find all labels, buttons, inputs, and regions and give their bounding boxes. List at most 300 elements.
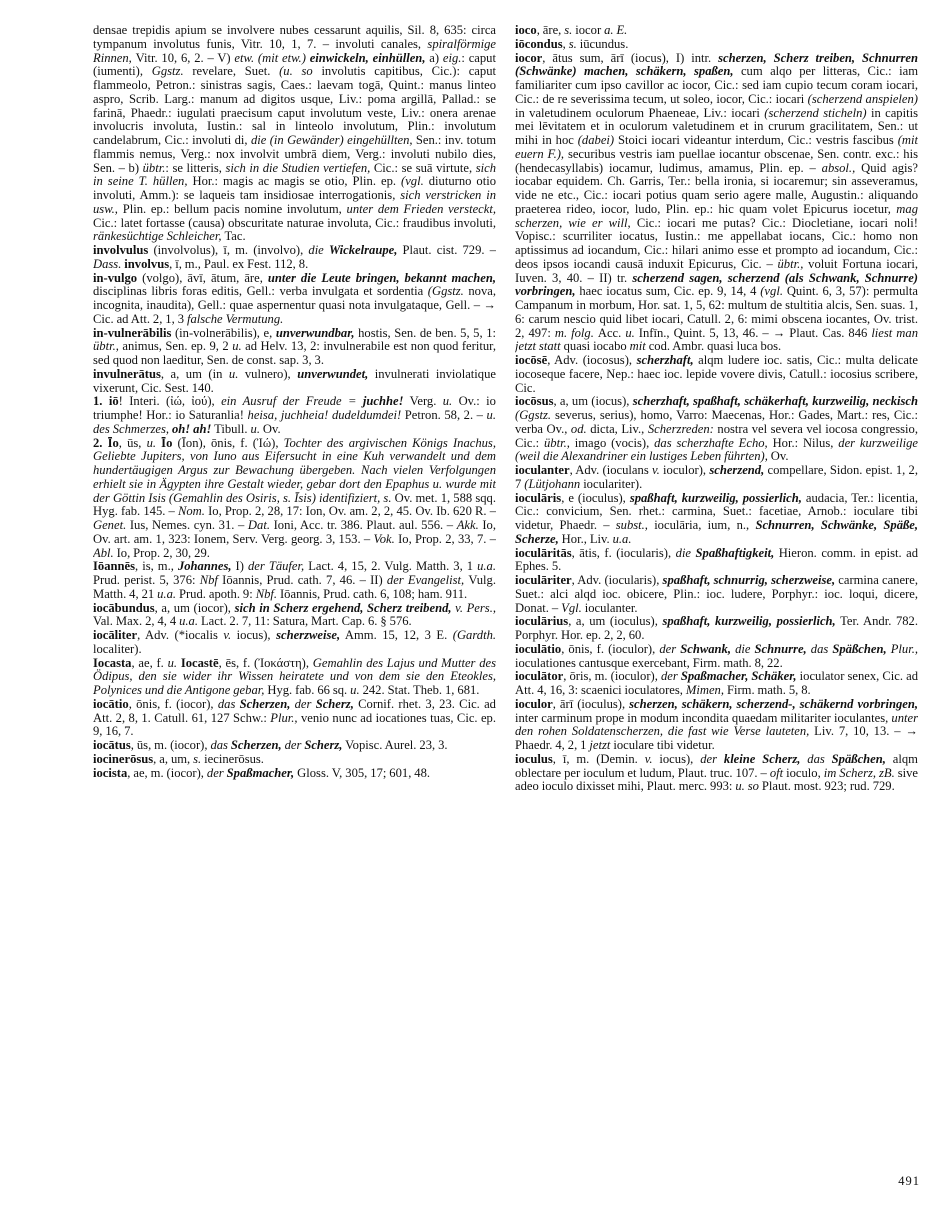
entry-iocabundus [93,602,496,630]
entry-text: scherzend, [709,463,765,477]
entry-text: subst., [615,518,655,532]
entry-text: Amm. 15, 12, 3 E. [340,628,453,642]
headword: 1. iō [93,394,119,409]
entry-text: das scherzhafte Echo, [654,435,773,450]
entry-text: scherzhaft, spaßhaft, schäkerhaft, kurzweilig, neckisch [632,394,918,409]
entry-text: Scherz, [304,738,343,752]
entry-text: Io, Prop. 2, 30, 29. [116,545,210,560]
entry-text: Schnurre, [754,641,807,656]
entry-text: hostis, Sen. de ben. 5, 5, 1: [354,325,496,340]
entry-text: ad Helv. 13, 2: invulnerabile est non quod feritur, sed quod non laeditur, Sen. de const. sap. 3, 3. [93,339,496,367]
entry-text: falsche Vermutung. [186,311,284,326]
entry-text: Tac. [224,229,246,244]
entry-text: Spaßhaftigkeit, [695,545,775,560]
entry-text: das [210,738,231,752]
entry-text: compellare, Sidon. epist. 1, 2, 7 [515,463,918,491]
entry-text: iocus), [659,751,701,766]
entry-text: securibus vestris iam puellae iocantur obscenae, Sen. contr. exc.: his (hendecasyllabis) iocamur, ludimus, amamus, Plin. ep. – [515,146,918,175]
entry-text: voluit Fortuna iocari, Iuven. 3, 40. – II) tr. [515,256,918,285]
entry-iocosus [515,395,918,464]
headword: ioculātio [515,641,562,656]
entry-iocularius [515,615,918,643]
entry-text: Plaut. most. 923; rud. 729. [761,779,895,794]
entry-text: die [675,545,696,560]
entry-text: u. [146,435,162,450]
entry-text: inter carminum prope in modum incondita quaedam militariter ioculantes, [515,710,892,725]
entry-text: a) [429,50,443,65]
headword: iōcondus [515,36,563,51]
headword: iocābundus [93,600,155,615]
entry-text: unter dem Frieden versteckt, [346,201,496,216]
entry-text: u.a. [612,531,632,546]
entry-text: sich in seine T. hüllen, [93,160,496,189]
entry-text: Quint. 6, 3, 57): permulta Campanum in morbum, Hor. sat. 1, 5, 62: multum de stultitia alcis, Sen. suas. 1, 6: carum nescio quid libet iocari, Catull. 2, 6: mimi obscena iocantes, Ov. trist. 2, 497: [515,284,918,340]
entry-text: Dass. [93,256,125,271]
entry-text: liest man jetzt statt [515,325,918,354]
headword: iocinerōsus [93,751,154,766]
entry-text: Hor., Liv. [558,531,613,546]
entry-text: , ūs, m. (iocor), [130,738,211,752]
entry-text: Ov. [259,421,281,436]
headword: ioculanter [515,463,570,477]
entry-in-vulnerabilis [93,327,496,368]
entry-ioculariter [515,574,918,615]
entry-text: die [730,641,755,656]
entry-text: (Lütjohann [524,476,584,491]
entry-text: v. [644,751,660,766]
entry-text: nostra vel severa vel iocosa congressio, Cic.: [515,421,918,450]
entry-text: im Scherz, zB. [823,765,898,780]
entry-text: iecinerōsus. [204,751,264,766]
entry-text: ioculāria, ium, n., [654,518,756,532]
entry-text: , ī, m. (Demin. [552,751,645,766]
entry-text: quasi iocabo [563,339,630,354]
entry-text: der [290,696,316,711]
entry-text: unverwundbar, [275,325,355,340]
entry-text: , ōnis, f. (iocor), [128,696,218,711]
entry-text: Verg. [403,394,443,409]
entry-text: (volgo), āvī, ātum, āre, [137,270,268,285]
entry-text: alqm ludere ioc. satis, Cic.: multa delicate iocoseque facere, Nep.: haec ioc. lepide vovere divis, Catull.: iocosius scribere, Cic. [515,353,918,395]
entry-text: scherzweise, [276,628,341,642]
entry-text: übtr., [777,256,809,271]
entry-text: der [700,751,724,766]
entry-text: scherzend sagen, scherzend (als Schwank, Schnurre) vorbringen, [515,270,918,299]
entry-text: iūcundus. [579,36,629,51]
entry-text: cod. Ambr. quasi luca bos. [648,339,782,354]
entry-text: scherzen, schäkern, scherzend-, schäkernd vorbringen, [629,696,918,711]
entry-text: Iōannis, Prud. cath. 7, 46. – II) [222,573,387,587]
headword: Iōannēs [93,559,135,574]
entry-iocaliter [93,629,496,657]
entry-text: , Adv. (iocularis), [571,573,663,587]
entry-text: , ae, f. [131,655,168,670]
entry-text: spaßhaft, schnurrig, scherzweise, [662,573,836,587]
headword: in-vulgo [93,270,138,285]
headword: iocōsē [515,353,548,367]
entry-text: Plur., [270,710,301,725]
entry-text: involvus [124,256,170,271]
entry-text: der kurzweilige (weil die Alexandriner ein lustiges Leben führten), [515,435,918,464]
left-column [93,24,496,1174]
entry-text: Vgl. [561,600,585,615]
entry-involvo-continuation [93,24,496,244]
entry-text: u. [167,655,181,670]
entry-text: unverwundet, [297,366,369,381]
entry-text: ioculariter). [583,476,643,491]
entry-text: , ārī (ioculus), [552,696,630,711]
entry-text: Johannes, [177,559,232,574]
headword: Iocasta [93,655,132,670]
entry-text: Cornif. rhet. 3, 23. Cic. ad Att. 2, 8, 1. Catull. 61, 127 Schw.: [93,696,496,725]
entry-text: das [800,751,832,766]
entry-text: , ēs, f. (Ἰοκάστη), [218,655,313,670]
entry-text: u. [232,339,242,354]
entry-text: diuturno otio involuti, Amm.): se laqueis tam insidiosae interrogationis, [93,174,496,202]
entry-text: u. [350,683,363,697]
entry-text: , Adv. (iocosus), [547,353,637,367]
headword: ioculāris [515,490,562,505]
entry-text: (Ggstz. [515,408,555,422]
entry-text: unter die Leute bringen, bekannt machen, [267,270,496,285]
entry-text: Io, Prop. 2, 33, 7. – [398,531,496,546]
entry-text: (in-volnerābilis), e, [171,325,276,340]
entry-text: eig. [442,50,462,65]
entry-io-interjection [93,395,496,436]
entry-text: , ōris, m. (ioculor), [563,669,661,684]
entry-text: unter den rohen Soldatenscherzen, die fast wie Verse lauteten, [515,710,918,739]
entry-text: ioculator senex, Cic. ad Att. 4, 16, 3: scaenici ioculatores, [515,669,918,697]
entry-text: Scherzreden: [647,421,718,436]
entry-text: Vitr. 10, 6, 2. – V) [135,50,235,65]
entry-text: Vulg. Matth. 4, 21 [93,573,496,601]
entry-text: Nom. [177,504,209,519]
entry-text: (u. so [279,64,322,79]
entry-text: Acc. [597,325,626,340]
entry-text: übtr. [142,160,166,175]
entry-text: die [308,243,329,257]
entry-text: , ūs, [118,435,147,450]
entry-text: die (in Gewänder) eingehüllten, [250,133,416,147]
entry-text: ! Interi. (ἰώ, ἰού), [118,394,222,409]
entry-text: (Īon), ōnis, f. (Ἰώ), [172,435,284,450]
entry-text: Ggstz. [151,64,193,79]
entry-text: vulnero), [238,366,298,381]
entry-text: : caput (iumenti), [93,50,496,79]
entry-text: sive adeo ioculo dixisset mihi, Plaut. merc. 993: [515,765,918,794]
entry-text: cum alqo per litteras, Cic.: iam familiariter cum ipso cavillor ac iocor, Cic.: sed iam cupio tecum coram iocari, Cic.: de re severissima tecum, ut soleo, iocor, Cic.: iocari [515,64,918,106]
entry-text: Val. Max. 2, 4, 4 [93,614,180,629]
entry-text: Hieron. comm. in epist. ad Ephes. 5. [515,545,918,574]
entry-text: das [806,641,833,656]
entry-text: einwickeln, einhüllen, [309,50,430,65]
entry-text: s. [568,36,580,51]
entry-text: in valetudinem oculorum Phaeneae, Liv.: iocari [515,105,765,120]
entry-text: Ov. met. 1, 588 sqq. Hyg. fab. 145. – [93,490,496,519]
entry-iocatus [93,739,496,753]
entry-text: Nbf [199,573,223,587]
entry-text: der [659,641,681,656]
entry-involvulus [93,244,496,272]
entry-text: Plaut. cist. 729. – [397,243,496,257]
entry-text: scherzen, Scherz treiben, Schnurren (Schwänke) machen, schäkern, spaßen, [515,50,918,79]
headword: iocista [93,765,128,780]
entry-text: Iocastē [180,655,219,670]
entry-text: s. [564,24,576,37]
entry-text: Spaßmacher, [226,765,295,780]
entry-iocularitas [515,547,918,575]
entry-text: dicta, Liv., [590,421,648,436]
entry-text: Scherzen, [239,696,291,711]
entry-text: : se litteris, [165,160,226,175]
entry-text: invulnerati inviolatique vixerunt, Cic. Sest. 140. [93,366,496,395]
entry-text: Späßchen, [831,751,886,766]
entry-text: juchhe! [362,394,404,409]
entry-text: Infīn., Quint. 5, 13, 46. – → Plaut. Cas. 846 [638,325,872,340]
entry-text: der Täufer, [248,559,309,574]
entry-text: u. [442,394,453,409]
entry-text: etw. (mit etw.) [234,50,310,65]
entry-text: jetzt [589,738,614,752]
entry-text: Scherzen, [230,738,282,752]
entry-text: m. folg. [554,325,598,340]
entry-text: der [660,669,681,684]
entry-text: Nbf. [255,586,280,601]
entry-text: ränkesüchtige Schleicher, [93,229,225,244]
entry-text: der [206,765,227,780]
entry-text: ioculare tibi videtur. [613,738,715,752]
entry-text: Lact. 4, 15, 2. Vulg. Matth. 3, 1 [308,559,478,574]
entry-text: sich in die Studien vertiefen, [225,160,374,175]
entry-text: ioculor), [663,463,710,477]
entry-text: s. [193,751,205,766]
entry-iocatio [93,698,496,739]
entry-text: , ī, m., Paul. ex Fest. 112, 8. [169,256,309,271]
entry-text: (scherzend sticheln) [764,105,867,120]
entry-text: Spaßmacher, Schäker, [680,669,797,684]
entry-text: (Gardth. [452,628,496,642]
entry-text: ioculanter. [584,600,638,615]
entry-iocinerosus [93,753,496,767]
entry-text: , e (ioculus), [561,490,630,505]
headword: ioculārius [515,614,569,629]
entry-text: Plin. ep.: bellum pacis nomine involutum, [122,201,347,216]
entry-text: v. [223,628,237,642]
headword: ioculātor [515,669,564,684]
entry-text: absol., [821,160,862,175]
entry-text: Späßchen, [832,641,887,656]
entry-ioculanter [515,464,918,492]
entry-text: u.a. [477,559,496,574]
entry-text: Sen.: inv. totum flammis nemus, Verg.: nox involvit umbrā diem, Verg.: involuti nubilo dies, Sen. – b) [93,133,496,175]
entry-text: Io, Prop. 2, 28, 17: Ion, Ov. am. 2, 2, 45. Ov. Ib. 620 R. – [208,504,496,519]
entry-text: u. des Schmerzes, [93,408,496,436]
entry-text: spaßhaft, kurzweilig, possierlich, [629,490,802,505]
entry-text: od. [570,421,591,436]
entry-text: Cic.: iocari me putas? Cic.: Diocletiane, iocari noli! Vopisc.: scurriliter iocatus, Iustin.: me appellabat iocans, Cic.: homo non aptissimus ad iocandum, Cic.: hilari animo esse et prompto ad iocandum, Cic.: deos ipsos iocandi causā induxit Epicurus, Cic. – [515,215,918,271]
headword: involvulus [93,243,149,257]
entry-text: Wickelraupe, [328,243,398,257]
entry-text: , [562,36,569,51]
entry-text: , a, um, [153,751,194,766]
headword: in-vulnerābilis [93,325,172,340]
entry-text: ioculationes cantusque exercebant, Firm. math. 8, 22. [515,655,783,670]
entry-text: Iōannis, Prud. cath. 6, 108; ham. 911. [279,586,468,601]
headword: iocāliter [93,628,138,642]
entry-ioculatio [515,643,918,671]
entry-text: Genet. [93,518,130,532]
entry-text: haec iocatus sum, Cic. ep. 9, 14, 4 [575,284,761,299]
entry-text: Ov. [770,449,789,464]
entry-text: involutis capitibus, Cic.): caput flammeolo, Petron.: sinistras sagis, Caes.: laevam togā, Quint.: manus linteo aspro, Scrib. Larg.: manum ad digitos usque, Liv.: poma argillā, Pallad.: se farinā, Phaedr.: iugulati praecisum caput involutum veste, Liv.: onera arenae involucris involuta, Iustin.: sal in linteolo involutum, Plin.: involutum candelabrum, Cic.: involuti di, [93,64,496,147]
entry-text: Io, Ov. art. am. 1, 323: Ionem, Serv. Verg. georg. 3, 153. – [93,518,496,546]
entry-text: venio nunc ad iocationes tuas, Cic. ep. 9, 16, 7. [93,710,496,739]
entry-text: u.a. [179,614,201,629]
entry-text: Stoici iocari videantur interdum, Cic.: vestris fascibus [614,133,898,147]
entry-text: , ātus sum, ārī (iocus), I) intr. [542,50,719,65]
entry-text: Liv. 7, 10, 13. – → Phaedr. 4, 2, 1 [515,724,918,752]
entry-text: , a, um (iocor), [154,600,235,615]
right-column [515,24,918,1174]
entry-text: kleine Scherz, [723,751,801,766]
entry-text: animus, Sen. ep. 9, 2 [118,339,233,354]
entry-text: a. E. [604,24,628,37]
entry-text: Scherz, [315,696,354,711]
entry-text: in capitis mei lēvitatem et in oculorum valetudinem et in crurum gracilitatem, Sen.: ut mihi in hoc [515,105,918,147]
entry-text: Petron. 58, 2. – [401,408,487,422]
entry-text: übtr., [93,339,119,354]
entry-ioannes [93,560,496,601]
headword: invulnerātus [93,366,161,381]
headword: ioculāriter [515,573,572,587]
entry-ioculor [515,698,918,753]
entry-text: sich in Scherz ergehend, Scherz treibend, [234,600,452,615]
entry-text: Tibull. [211,421,251,436]
entry-text: carmina canere, Suet.: alci alqd ioc. obicere, Plin.: ioc. ludere, Porphyr.: ioc. loqui, dicere, Donat. – [515,573,918,615]
entry-text: Hor.: Nilus, [772,435,839,450]
entry-iocularis [515,492,918,547]
entry-iocista [93,767,496,781]
entry-text: u. [228,366,239,381]
entry-text: (vgl. [760,284,787,299]
entry-text: (involvolus), ī, m. (involvo), [148,243,309,257]
entry-text: (dabei) [577,133,615,147]
entry-text: audacia, Ter.: licentia, Cic.: convicium, Sen. rhet.: carmina, Suet.: facetiae, Arnob.: ioculare tibi videtur, Phaedr. – [515,490,918,532]
entry-iocor [515,52,918,355]
headword: ioculus [515,751,553,766]
entry-text: , ātis, f. (iocularis), [571,545,676,560]
entry-text: , Adv. (ioculans [569,463,652,477]
entry-text: (vgl. [401,174,429,189]
headword: ioco [515,24,537,37]
entry-invulneratus [93,368,496,396]
entry-text: scherzhaft, [636,353,694,367]
entry-text: u. [625,325,639,340]
entry-text: (scherzend anspielen) [807,91,918,106]
entry-text: Ioni, Acc. tr. 386. Plaut. aul. 556. – [273,518,457,532]
entry-text: sich verstricken in usw., [93,188,496,216]
entry-text: der [281,738,305,752]
entry-text: Akk. [456,518,483,532]
entry-text: ioculo, [786,765,824,780]
entry-text: übtr., [544,435,575,450]
entry-in-vulgo [93,272,496,327]
headword: iocōsus [515,394,554,409]
entry-text: Gloss. V, 305, 17; 601, 48. [294,765,431,780]
entry-text: u. [250,421,260,436]
entry-text: spaßhaft, kurzweilig, possierlich, [662,614,836,629]
entry-text: u. so [735,779,762,794]
entry-ioculus [515,753,918,794]
headword: 2. Īo [93,435,119,450]
entry-text: Schwank, [680,641,731,656]
entry-text: , āre, [536,24,565,37]
entry-text: Schnurren, Schwänke, Späße, Scherze, [515,518,918,546]
entry-io-proper-name [93,437,496,561]
entry-text: densae trepidis apium se involvere nubes cessarunt aquilis, Sil. 8, 635: circa tympanum involutus funis, Vitr. 10, 1, 7. – involuti canales, [93,24,496,51]
entry-text: Ter. Andr. 782. Porphyr. Hor. ep. 2, 2, 60. [515,614,918,642]
entry-text: Prud. perist. 5, 376: [93,573,200,587]
entry-text: Cic.: se suā virtute, [373,160,476,175]
entry-text: Abl. [93,545,117,560]
entry-text: Lact. 2. 7, 11: Satura, Mart. Cap. 6. § 576. [200,614,412,629]
entry-iocose [515,354,918,395]
entry-text: nova, incognita, inaudita), Gell.: quae aspernentur quasi nota invulgataque, Gell. – → Cic. ad Att. 2, 1, 3 [93,284,496,326]
headword: ioculāritās [515,545,572,560]
entry-text: Ov.: io triumphe! Hor.: io Saturanlia! [93,394,496,422]
entry-text: der Evangelist, [386,573,469,587]
headword: iocātio [93,696,129,711]
entry-ioco [515,24,918,38]
entry-text: (Ggstz. [427,284,469,299]
entry-text: iocus), [236,628,277,642]
headword: iocātus [93,738,131,752]
entry-text: Gemahlin des Lajus und Mutter des Ödipus, den sie wider ihr Wissen heiratete und von dem sie den Eteokles, Polynices und die Antigone gebar, [93,655,496,697]
entry-text: Tochter des argivischen Königs Inachus, Geliebte Jupiters, von Iuno aus Eifersucht in eine Kuh verwandelt und dem hundertäugigen Argus zur Bewachung übergeben. Nach vielen Verfolgungen erhielt sie in Ägypten ihre Gestalt wieder, gebar dort den Epaphus u. wurde mit der Göttin Isis (Gemahlin des Osiris, s. Īsis) identifiziert, s. [93,435,496,505]
entry-text: Mimen, [685,683,727,697]
entry-text: Prud. apoth. 9: [178,586,256,601]
entry-ioculator [515,670,918,698]
entry-text: imago (vocis), [574,435,655,450]
two-column-text-area [93,24,919,1174]
entry-text: (mit euern F.), [515,133,918,161]
entry-text: ein Ausruf der Freude = [221,394,363,409]
entry-text: Hor.: magis ac magis se otio, Plin. ep. [192,174,402,189]
entry-text: revelare, Suet. [192,64,280,79]
entry-iocasta [93,657,496,698]
entry-text: , ae, m. (iocor), [127,765,207,780]
entry-text: alqm oblectare per ioculum et ludum, Plaut. truc. 107. – [515,751,918,780]
entry-text: Dat. [247,518,274,532]
entry-text: localiter). [93,641,142,656]
entry-text: Plur., [890,641,918,656]
entry-text: severus, serius), homo, Varro: Maecenas, Hor.: Gades, Mart.: res, Cic.: verba Ov., [515,408,918,436]
entry-text: mit [629,339,649,354]
entry-text: u.a. [157,586,179,601]
entry-text: Cic.: latet fortasse (causa) obscuritate naturae involuta, Cic.: fraudibus involuti, [93,215,496,230]
entry-iocondus [515,38,918,52]
entry-text: , is, m., [135,559,178,574]
entry-text: Firm. math. 5, 8. [726,683,811,697]
entry-text: spiralförmige Rinnen, [93,36,496,65]
entry-text: heisa, juchheia! dudeldumdei! [247,408,402,422]
entry-text: 242. Stat. Theb. 1, 681. [362,683,480,697]
entry-text: , Adv. (*iocalis [137,628,224,642]
entry-text: I) [231,559,248,574]
entry-text: iocor [575,24,605,37]
entry-text: disciplinas libris foras editis, Gell.: verba invulgata et sordentia [93,284,428,299]
entry-text: Vopisc. Aurel. 23, 3. [342,738,448,752]
